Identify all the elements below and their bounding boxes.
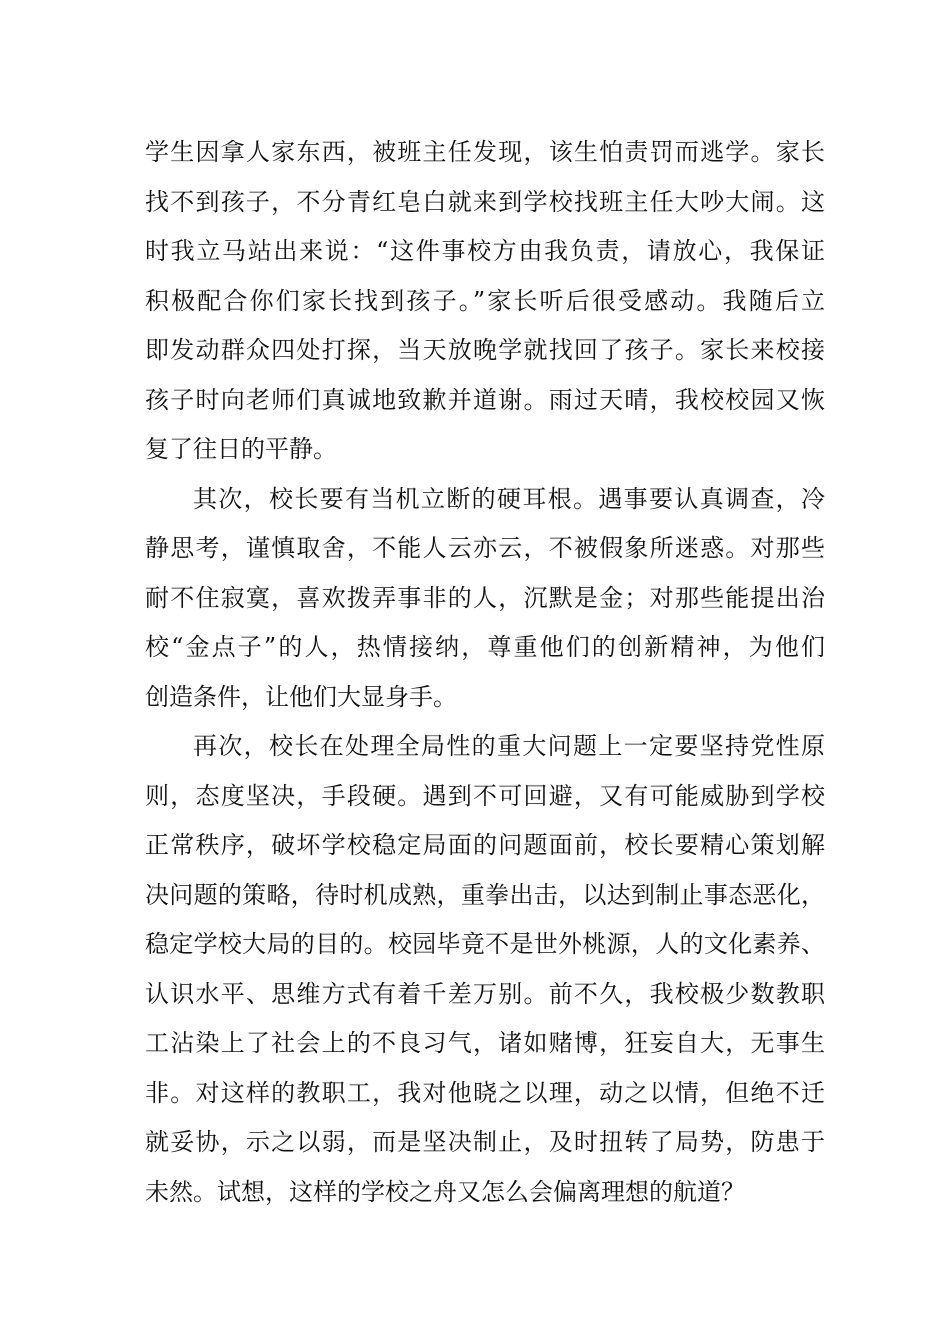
text-line: 积极配合你们家长找到孩子。”家长听后很受感动。我随后立: [145, 286, 825, 315]
text-line: 则，态度坚决，手段硬。遇到不可回避，又有可能威胁到学校: [145, 781, 825, 810]
text-line: 即发动群众四处打探，当天放晚学就找回了孩子。家长来校接: [145, 336, 825, 364]
text-line: 正常秩序，破坏学校稳定局面的问题面前，校长要精心策划解: [145, 831, 825, 859]
text-line: 认识水平、思维方式有着千差万别。前不久，我校极少数教职: [145, 979, 825, 1008]
text-line: 决问题的策略，待时机成熟，重拳出击，以达到制止事态恶化，: [145, 880, 825, 909]
paragraph-first-line: 其次，校长要有当机立断的硬耳根。遇事要认真调查，冷: [193, 484, 825, 513]
text-line: 创造条件，让他们大显身手。: [145, 682, 457, 711]
text-line: 学生因拿人家东西，被班主任发现，该生怕责罚而逃学。家长: [145, 138, 825, 166]
text-line: 耐不住寂寞，喜欢拨弄事非的人，沉默是金；对那些能提出治: [145, 583, 825, 612]
text-line: 校“金点子”的人，热情接纳，尊重他们的创新精神，为他们: [145, 633, 825, 661]
text-line: 找不到孩子，不分青红皂白就来到学校找班主任大吵大闹。这: [145, 187, 825, 216]
text-line: 就妥协，示之以弱，而是坚决制止，及时扭转了局势，防患于: [145, 1128, 825, 1156]
text-line: 静思考，谨慎取舍，不能人云亦云，不被假象所迷惑。对那些: [145, 534, 825, 562]
text-line: 孩子时向老师们真诚地致歉并道谢。雨过天晴，我校校园又恢: [145, 385, 825, 414]
body-text: [145, 128, 825, 1217]
text-line: 时我立马站出来说：“这件事校方由我负责，请放心，我保证: [145, 237, 825, 265]
text-line: 未然。试想，这样的学校之舟又怎么会偏离理想的航道？: [145, 1177, 745, 1206]
text-line: 非。对这样的教职工，我对他晓之以理，动之以情，但绝不迁: [145, 1078, 825, 1107]
paragraph-first-line: 再次，校长在处理全局性的重大问题上一定要坚持党性原: [193, 732, 825, 760]
text-line: 复了往日的平静。: [145, 435, 337, 463]
text-line: 稳定学校大局的目的。校园毕竟不是世外桃源，人的文化素养、: [145, 930, 825, 958]
text-line: 工沾染上了社会上的不良习气，诸如赌博，狂妄自大，无事生: [145, 1029, 825, 1057]
